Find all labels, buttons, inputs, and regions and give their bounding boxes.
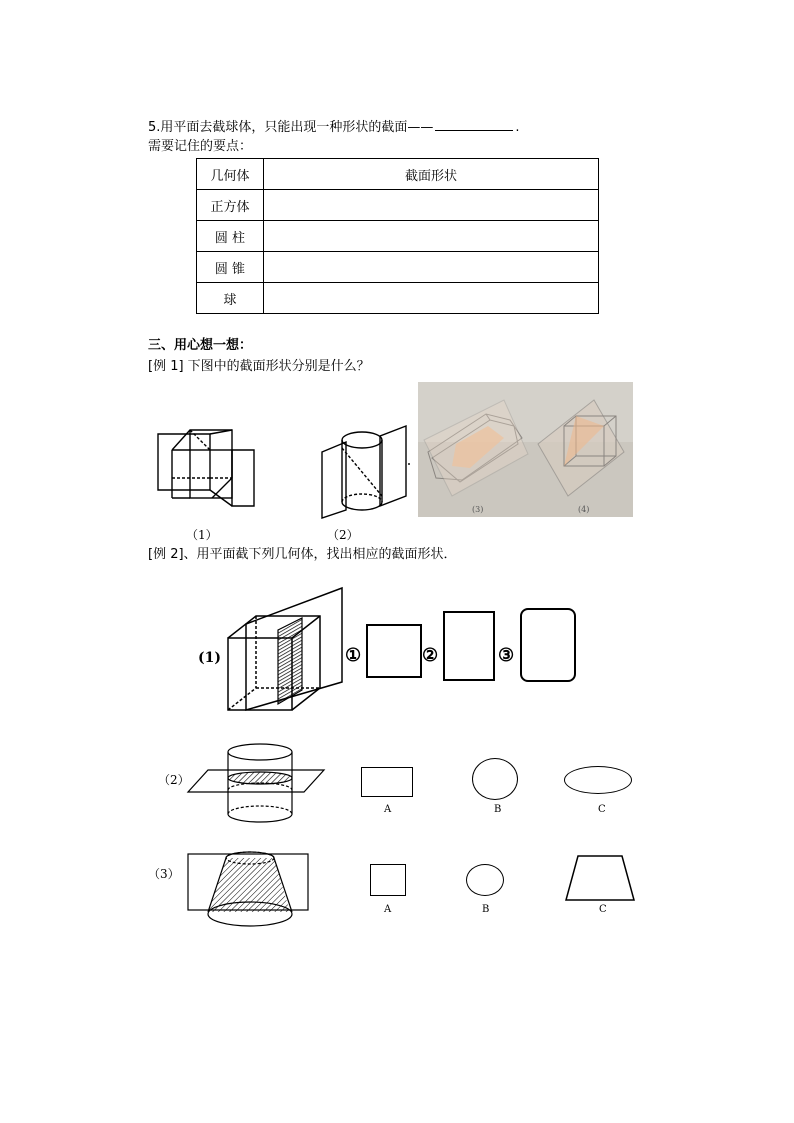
table-header-solid: 几何体 bbox=[197, 159, 264, 190]
ex2-row3-option-c-trapezoid[interactable] bbox=[562, 854, 638, 904]
ex2-row3-label: （3） bbox=[148, 867, 180, 881]
ex2-row2-option-c-label: C bbox=[598, 804, 606, 815]
ex2-row3-option-a-label: A bbox=[384, 904, 392, 915]
points-label: 需要记住的要点： bbox=[148, 139, 253, 154]
example-1-prompt: [例 1] 下图中的截面形状分别是什么？ bbox=[148, 359, 370, 374]
ex2-row2-option-c-ellipse[interactable] bbox=[564, 766, 632, 794]
ex2-row2-cylinder-figure bbox=[186, 738, 326, 826]
table-cell-solid: 球 bbox=[197, 283, 264, 314]
ex2-row1-label: (1) bbox=[198, 650, 221, 666]
ex1-label-1: （1） bbox=[186, 528, 218, 542]
photo-label-4: (4) bbox=[578, 505, 590, 514]
table-header-section: 截面形状 bbox=[264, 159, 599, 190]
ex2-row2-label: （2） bbox=[158, 773, 190, 787]
ex1-cylinder-figure bbox=[318, 420, 418, 520]
ex2-row3-frustum-figure bbox=[186, 842, 316, 932]
ex2-row2-option-b-label: B bbox=[494, 804, 502, 815]
photo-label-3: (3) bbox=[472, 505, 484, 514]
section-3-title: 三、用心想一想： bbox=[148, 338, 253, 353]
ex2-shape-2-rectangle[interactable] bbox=[443, 611, 495, 681]
question-5-end: . bbox=[515, 120, 520, 135]
ex2-marker-3: ③ bbox=[498, 645, 515, 666]
ex2-row2-option-a-label: A bbox=[384, 804, 392, 815]
table-cell-answer[interactable] bbox=[264, 221, 599, 252]
ex1-photo-figures bbox=[418, 382, 633, 517]
table-cell-solid: 正方体 bbox=[197, 190, 264, 221]
table-row bbox=[197, 252, 599, 283]
example-2-prompt: [例 2]、用平面截下列几何体，找出相应的截面形状． bbox=[148, 547, 457, 562]
table-row bbox=[197, 190, 599, 221]
cut-face-trapezoid bbox=[208, 858, 290, 912]
answer-blank[interactable] bbox=[435, 118, 513, 131]
ex1-label-2: （2） bbox=[327, 528, 359, 542]
table-cell-solid: 圆 柱 bbox=[197, 221, 264, 252]
table-row bbox=[197, 283, 599, 314]
table-cell-answer[interactable] bbox=[264, 283, 599, 314]
ex2-row3-option-b-circle[interactable] bbox=[466, 864, 504, 896]
ex2-shape-1-square[interactable] bbox=[366, 624, 422, 678]
ex2-row3-option-b-label: B bbox=[482, 904, 490, 915]
ex2-marker-2: ② bbox=[422, 645, 439, 666]
table-cell-solid: 圆 锥 bbox=[197, 252, 264, 283]
table-cell-answer[interactable] bbox=[264, 252, 599, 283]
ex2-row2-option-a-rectangle[interactable] bbox=[361, 767, 413, 797]
ex2-row2-option-b-circle[interactable] bbox=[472, 758, 518, 800]
question-5 bbox=[148, 118, 520, 136]
ex2-row1-prism-figure bbox=[222, 582, 348, 712]
key-points-table bbox=[196, 158, 599, 314]
ex2-row3-option-a-square[interactable] bbox=[370, 864, 406, 896]
ex1-cube-figure bbox=[150, 420, 260, 520]
cut-face-circle bbox=[228, 772, 292, 784]
cut-face-hatched bbox=[278, 618, 302, 704]
table-header-row bbox=[197, 159, 599, 190]
ex2-shape-3-rounded-rectangle[interactable] bbox=[520, 608, 576, 682]
question-5-text: 5.用平面去截球体，只能出现一种形状的截面—— bbox=[148, 120, 434, 135]
table-cell-answer[interactable] bbox=[264, 190, 599, 221]
ex2-row3-option-c-label: C bbox=[599, 904, 607, 915]
ex2-marker-1: ① bbox=[345, 645, 362, 666]
table-row bbox=[197, 221, 599, 252]
